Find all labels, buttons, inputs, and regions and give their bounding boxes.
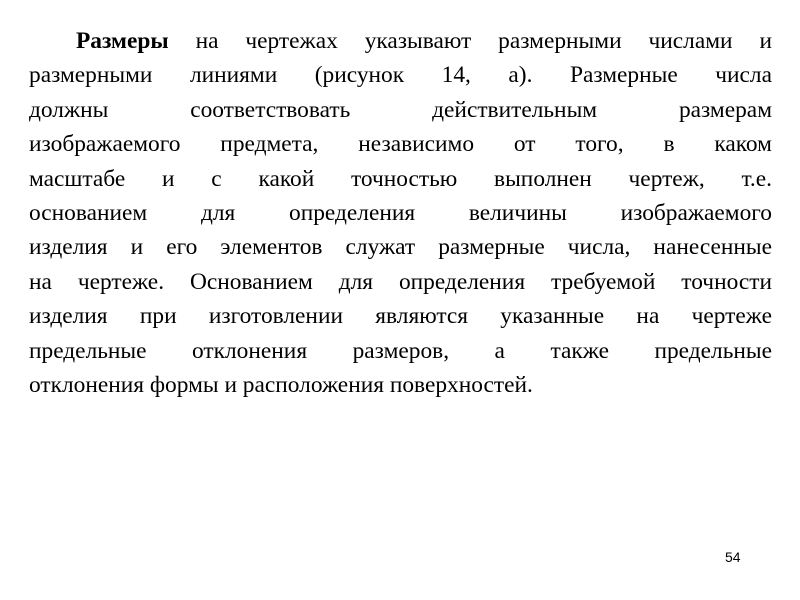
bold-term: Размеры [76, 28, 169, 54]
paragraph-line-8: на чертеже. Основанием для определения требуемой точности [29, 268, 772, 295]
paragraph-line-10: предельные отклонения размеров, а также предельные [29, 337, 772, 364]
paragraph-line-3: должны соответствовать действительным размерам [29, 96, 772, 123]
paragraph-line-11: отклонения формы и расположения поверхностей. [29, 371, 533, 398]
paragraph-line-2: размерными линиями (рисунок 14, а). Размерные числа [29, 62, 772, 89]
paragraph-line-5: масштабе и с какой точностью выполнен чертеж, т.е. [29, 165, 772, 192]
paragraph-line-1 [29, 24, 772, 58]
paragraph-line-9: изделия при изготовлении являются указанные на чертеже [29, 303, 772, 330]
paragraph-line-4: изображаемого предмета, независимо от того, в каком [29, 131, 772, 158]
page-number: 54 [725, 549, 741, 565]
paragraph-line-6: основанием для определения величины изображаемого [29, 199, 772, 226]
paragraph-line-1-text: на чертежах указывают размерными числами и [168, 28, 772, 54]
body-paragraph [29, 24, 772, 402]
paragraph-line-7: изделия и его элементов служат размерные числа, нанесенные [29, 234, 772, 261]
